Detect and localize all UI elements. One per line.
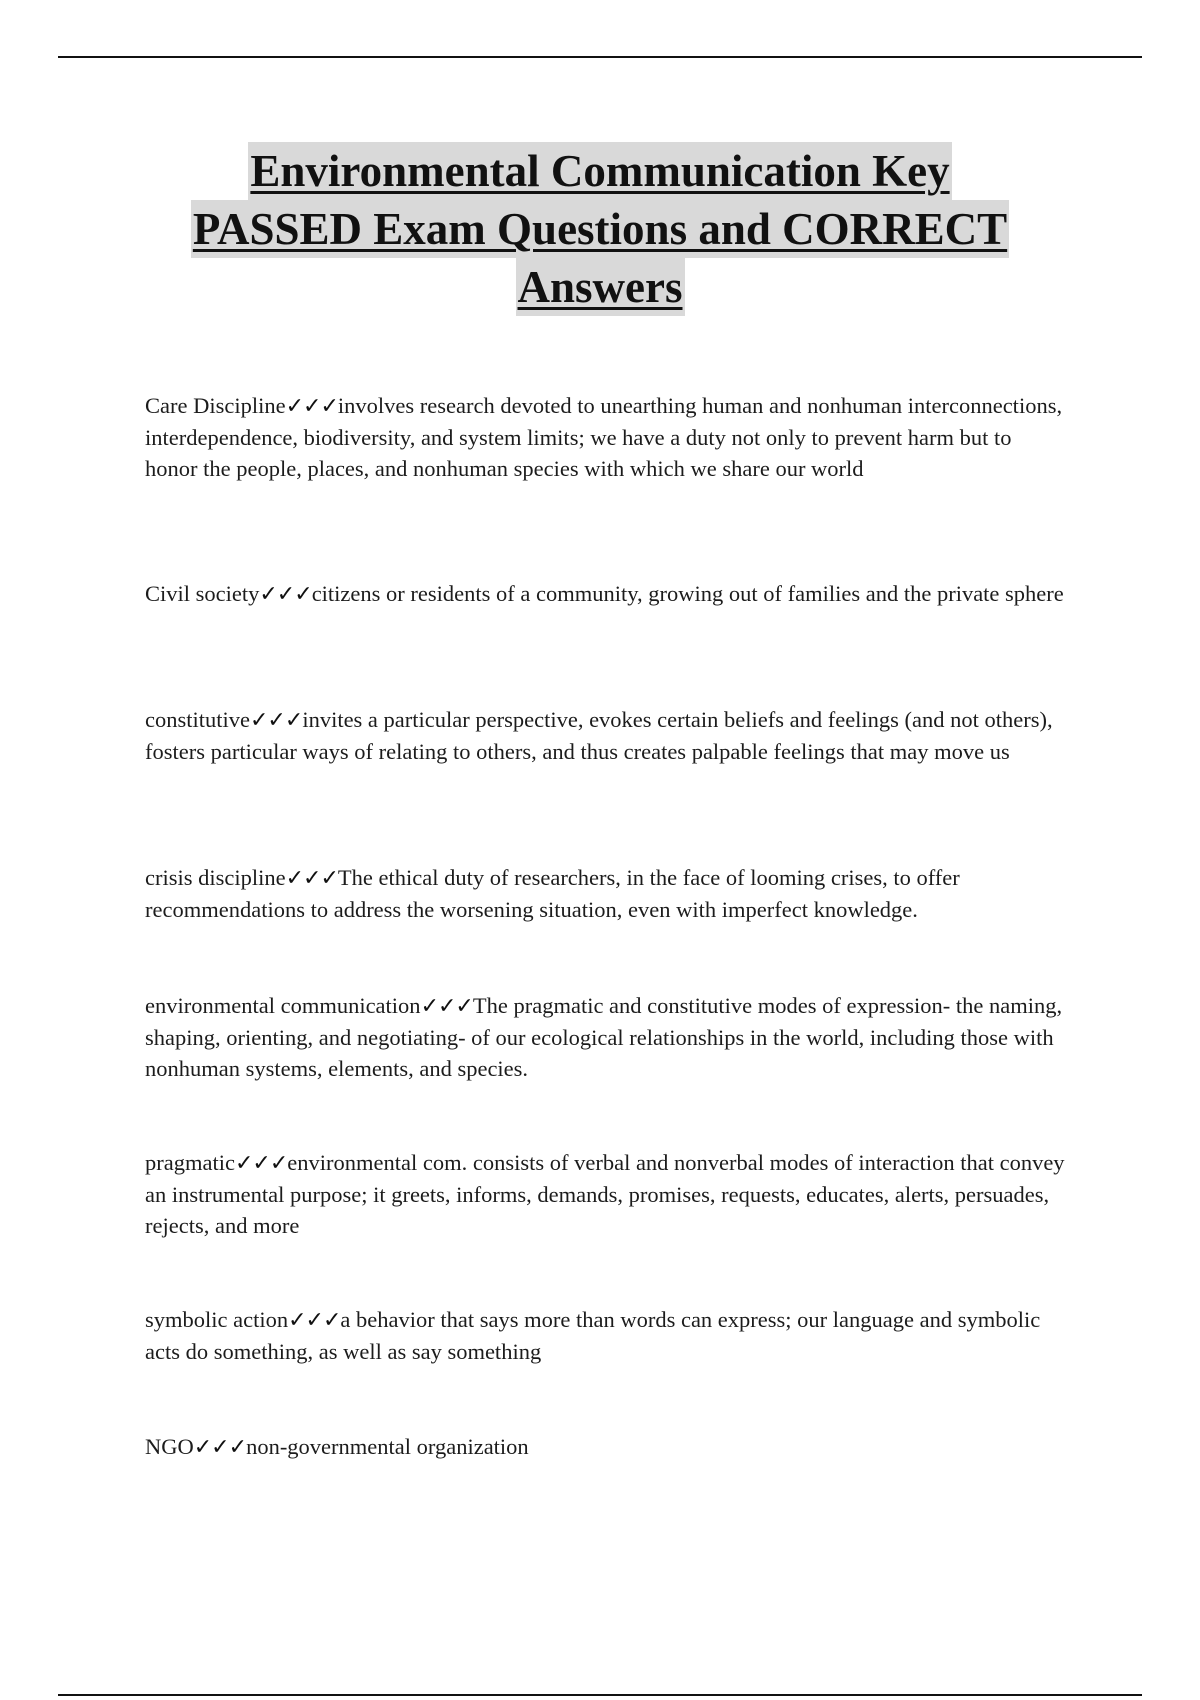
glossary-entry-care-discipline: [145, 390, 1065, 484]
entry-definition: non-governmental organization: [246, 1434, 529, 1459]
document-title: [100, 142, 1100, 316]
checkmark-icon: ✓✓✓: [259, 582, 312, 607]
glossary-entry-symbolic-action: [145, 1304, 1065, 1367]
checkmark-icon: ✓✓✓: [288, 1308, 341, 1333]
entry-term: Care Discipline: [145, 393, 286, 418]
entry-definition: citizens or residents of a community, growing out of families and the private sphere: [311, 581, 1064, 606]
entry-term: crisis discipline: [145, 865, 286, 890]
glossary-entry-environmental-communication: [145, 990, 1065, 1084]
entry-definition: environmental com. consists of verbal and nonverbal modes of interaction that convey an instrumental purpose; it greets, informs, demands, promises, requests, educates, alerts, persuades, rejects, and more: [145, 1150, 1065, 1238]
checkmark-icon: ✓✓✓: [234, 1151, 288, 1176]
glossary-entry-pragmatic: [145, 1147, 1065, 1241]
entry-term: symbolic action: [145, 1307, 289, 1332]
checkmark-icon: ✓✓✓: [250, 708, 303, 733]
title-line-3: Answers: [516, 258, 685, 316]
checkmark-icon: ✓✓✓: [420, 994, 473, 1019]
title-line-2: PASSED Exam Questions and CORRECT: [191, 200, 1009, 258]
checkmark-icon: ✓✓✓: [285, 866, 338, 891]
glossary-entry-constitutive: [145, 704, 1065, 767]
entry-term: environmental communication: [145, 993, 421, 1018]
title-line-1: Environmental Communication Key: [248, 142, 951, 200]
entry-definition: involves research devoted to unearthing human and nonhuman interconnections, interdependence, biodiversity, and system limits; we have a duty not only to prevent harm but to honor the people, places, and nonhuman species with which we share our world: [145, 393, 1063, 481]
glossary-entry-civil-society: [145, 578, 1065, 610]
entry-term: NGO: [145, 1434, 194, 1459]
glossary-entry-ngo: [145, 1431, 1065, 1463]
checkmark-icon: ✓✓✓: [193, 1435, 247, 1460]
entry-term: pragmatic: [145, 1150, 235, 1175]
entry-definition: a behavior that says more than words can express; our language and symbolic acts do something, as well as say something: [145, 1307, 1041, 1364]
glossary-entry-crisis-discipline: [145, 862, 1065, 925]
entry-definition: The ethical duty of researchers, in the face of looming crises, to offer recommendations to address the worsening situation, even with imperfect knowledge.: [145, 865, 960, 922]
entry-term: Civil society: [145, 581, 260, 606]
entry-definition: invites a particular perspective, evokes certain beliefs and feelings (and not others), fosters particular ways of relating to others, and thus creates palpable feelings that may move us: [145, 707, 1053, 764]
entry-term: constitutive: [145, 707, 250, 732]
entry-definition: The pragmatic and constitutive modes of expression- the naming, shaping, orienting, and negotiating- of our ecological relationships in the world, including those with nonhuman systems, elements, and species.: [145, 993, 1063, 1081]
top-rule: [58, 56, 1142, 58]
bottom-rule: [58, 1694, 1142, 1696]
checkmark-icon: ✓✓✓: [285, 394, 338, 419]
